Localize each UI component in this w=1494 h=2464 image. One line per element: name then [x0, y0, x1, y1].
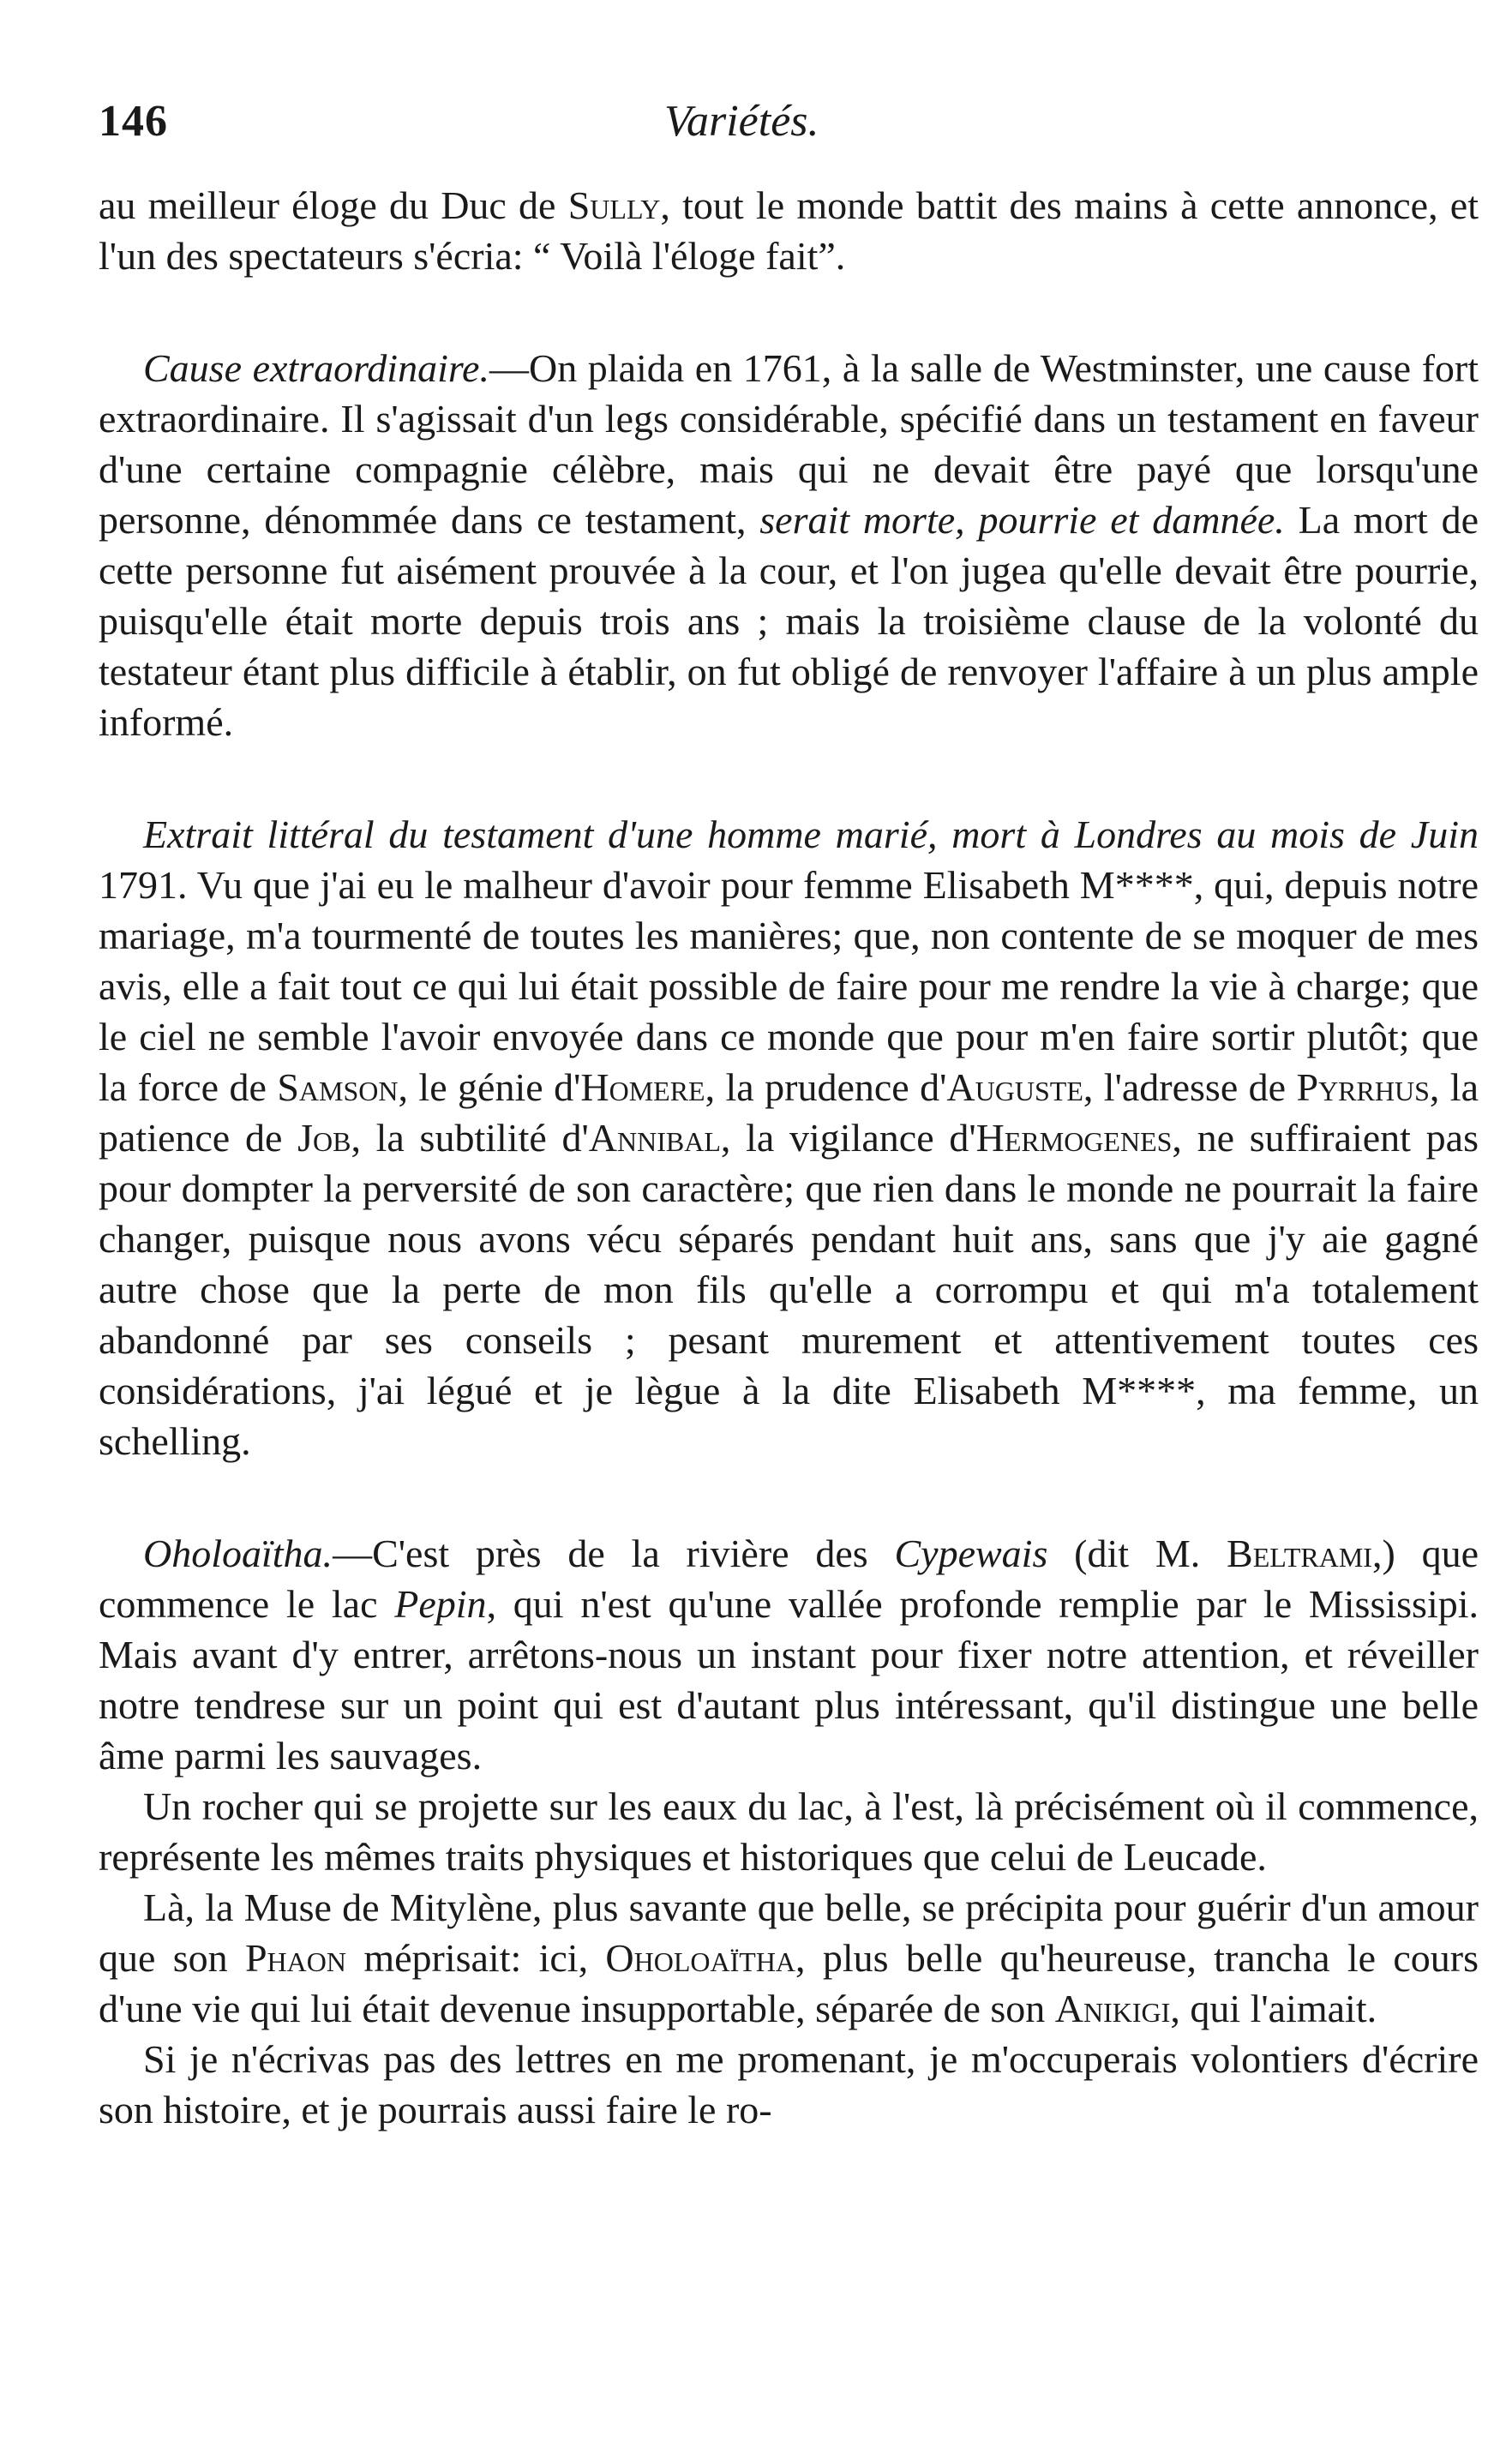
text-run: , la subtilité d': [351, 1116, 589, 1160]
page-header: [99, 96, 1470, 165]
paragraph-gap: [99, 1466, 1479, 1528]
paragraph-gap: [99, 747, 1479, 809]
text-run: Si je n'écrivas pas des lettres en me promenant, je m'occuperais volontiers d'écrire son histoire, et je pourrais aussi faire le ro-: [99, 2037, 1479, 2131]
text-run: , ne suffiraient pas pour dompter la perversité de son caractère; que rien dans le monde ne pourrait la faire changer, puisque nous avons vécu séparés pendant huit ans, sans que j'y aie gagné autre chose que la perte de mon fils qu'elle a corrompu et qui m'a totalement abandonné par ses conseils ; pesant murement et attentivement toutes ces considérations, j'ai légué et je lègue à la dite Elisabeth M****, ma femme, un schelling.: [99, 1116, 1479, 1463]
name-pepin: Pepin: [394, 1582, 487, 1626]
text-run: , le génie d': [398, 1065, 581, 1109]
name-homere: Homere: [580, 1065, 705, 1109]
text-run: 1791.: [99, 863, 188, 907]
name-pyrrhus: Pyrrhus: [1296, 1065, 1430, 1109]
name-hermogenes: Hermogenes: [975, 1116, 1173, 1160]
paragraph-oholoaitha: [99, 1528, 1479, 1781]
text-run: , la patience de: [99, 1065, 1479, 1160]
text-run: , qui l'aimait.: [1170, 1987, 1377, 2030]
page-number: 146: [99, 97, 168, 146]
running-head: Variétés.: [664, 97, 819, 146]
name-auguste: Auguste: [946, 1065, 1083, 1109]
name-cypewais: Cypewais: [894, 1532, 1048, 1575]
text-run: La mort de cette personne fut aisément prouvée à la cour, et l'on jugea qu'elle devait être pourrie, puisqu'elle était morte depuis trois ans ; mais la troisième clause de la volonté du testateur étant plus difficile à établir, on fut obligé de renvoyer l'affaire à un plus ample informé.: [99, 498, 1479, 744]
name-beltrami: Beltrami: [1227, 1532, 1372, 1575]
name-oholoaitha: Oholoaïtha: [605, 1936, 796, 1980]
name-samson: Samson: [277, 1065, 399, 1109]
name-phaon: Phaon: [244, 1936, 346, 1980]
section-title: Oholoaïtha.: [143, 1532, 333, 1575]
text-run: au meilleur éloge du Duc de: [99, 183, 568, 227]
text-run: , la vigilance d': [720, 1116, 976, 1160]
name-sully: Sully: [567, 183, 661, 227]
text-run: —C'est près de la rivière des: [333, 1532, 895, 1575]
text-run: Vu que j'ai eu le malheur d'avoir pour femme Elisabeth M****, qui, depuis notre mariage, m'a tourmenté de toutes les manières; que, non contente de se moquer de mes avis, elle a fait tout ce qui lui était possible de faire pour me rendre la vie à charge; que le ciel ne semble l'avoir envoyée dans ce monde que pour m'en faire sortir plutôt; que la force de: [99, 863, 1479, 1109]
paragraph-cause-extraordinaire: [99, 343, 1479, 747]
text-run: , la prudence d': [705, 1065, 947, 1109]
text-run: , l'adresse de: [1083, 1065, 1297, 1109]
text-run: Là, la Muse de Mitylène, plus savante que belle, se précipita pour guérir d'un amour que son: [99, 1885, 1479, 1980]
text-run: (dit M.: [1047, 1532, 1227, 1575]
paragraph-sully: [99, 180, 1479, 281]
name-job: Job: [297, 1116, 351, 1160]
text-run: , tout le monde battit des mains à cette annonce, et l'un des spectateurs s'écria: “ Voilà l'éloge fait”.: [99, 183, 1479, 278]
name-annibal: Annibal: [588, 1116, 721, 1160]
text-run: , plus belle qu'heureuse, trancha le cours d'une vie qui lui était devenue insupportable, séparée de son: [99, 1936, 1479, 2030]
section-title: Extrait littéral du testament d'une homme marié, mort à Londres au mois de Juin: [143, 812, 1479, 856]
text-run: , qui n'est qu'une vallée profonde remplie par le Mississipi. Mais avant d'y entrer, arrêtons-nous un instant pour fixer notre attention, et réveiller notre tendrese sur un point qui est d'autant plus intéressant, qu'il distingue une belle âme parmi les sauvages.: [99, 1582, 1479, 1778]
body-text: [99, 180, 1479, 2135]
paragraph-extrait-testament: [99, 809, 1479, 1466]
text-run: ,) que commence le lac: [99, 1532, 1479, 1626]
section-title: Cause extraordinaire.: [143, 346, 489, 390]
text-run: méprisait: ici,: [346, 1936, 606, 1980]
paragraph-rocher: [99, 1781, 1479, 1882]
paragraph-muse: [99, 1882, 1479, 2034]
text-run: —On plaida en 1761, à la salle de Westminster, une cause fort extraordinaire. Il s'agissait d'un legs considérable, spécifié dans un testament en faveur d'une certaine compagnie célèbre, mais qui ne devait être payé que lorsqu'une personne, dénommée dans ce testament,: [99, 346, 1479, 542]
emphasis-text: serait morte, pourrie et damnée.: [759, 498, 1285, 542]
name-anikigi: Anikigi: [1054, 1987, 1171, 2030]
text-run: Un rocher qui se projette sur les eaux du lac, à l'est, là précisément où il commence, représente les mêmes traits physiques et historiques que celui de Leucade.: [99, 1784, 1479, 1879]
paragraph-histoire: [99, 2034, 1479, 2135]
paragraph-gap: [99, 281, 1479, 343]
